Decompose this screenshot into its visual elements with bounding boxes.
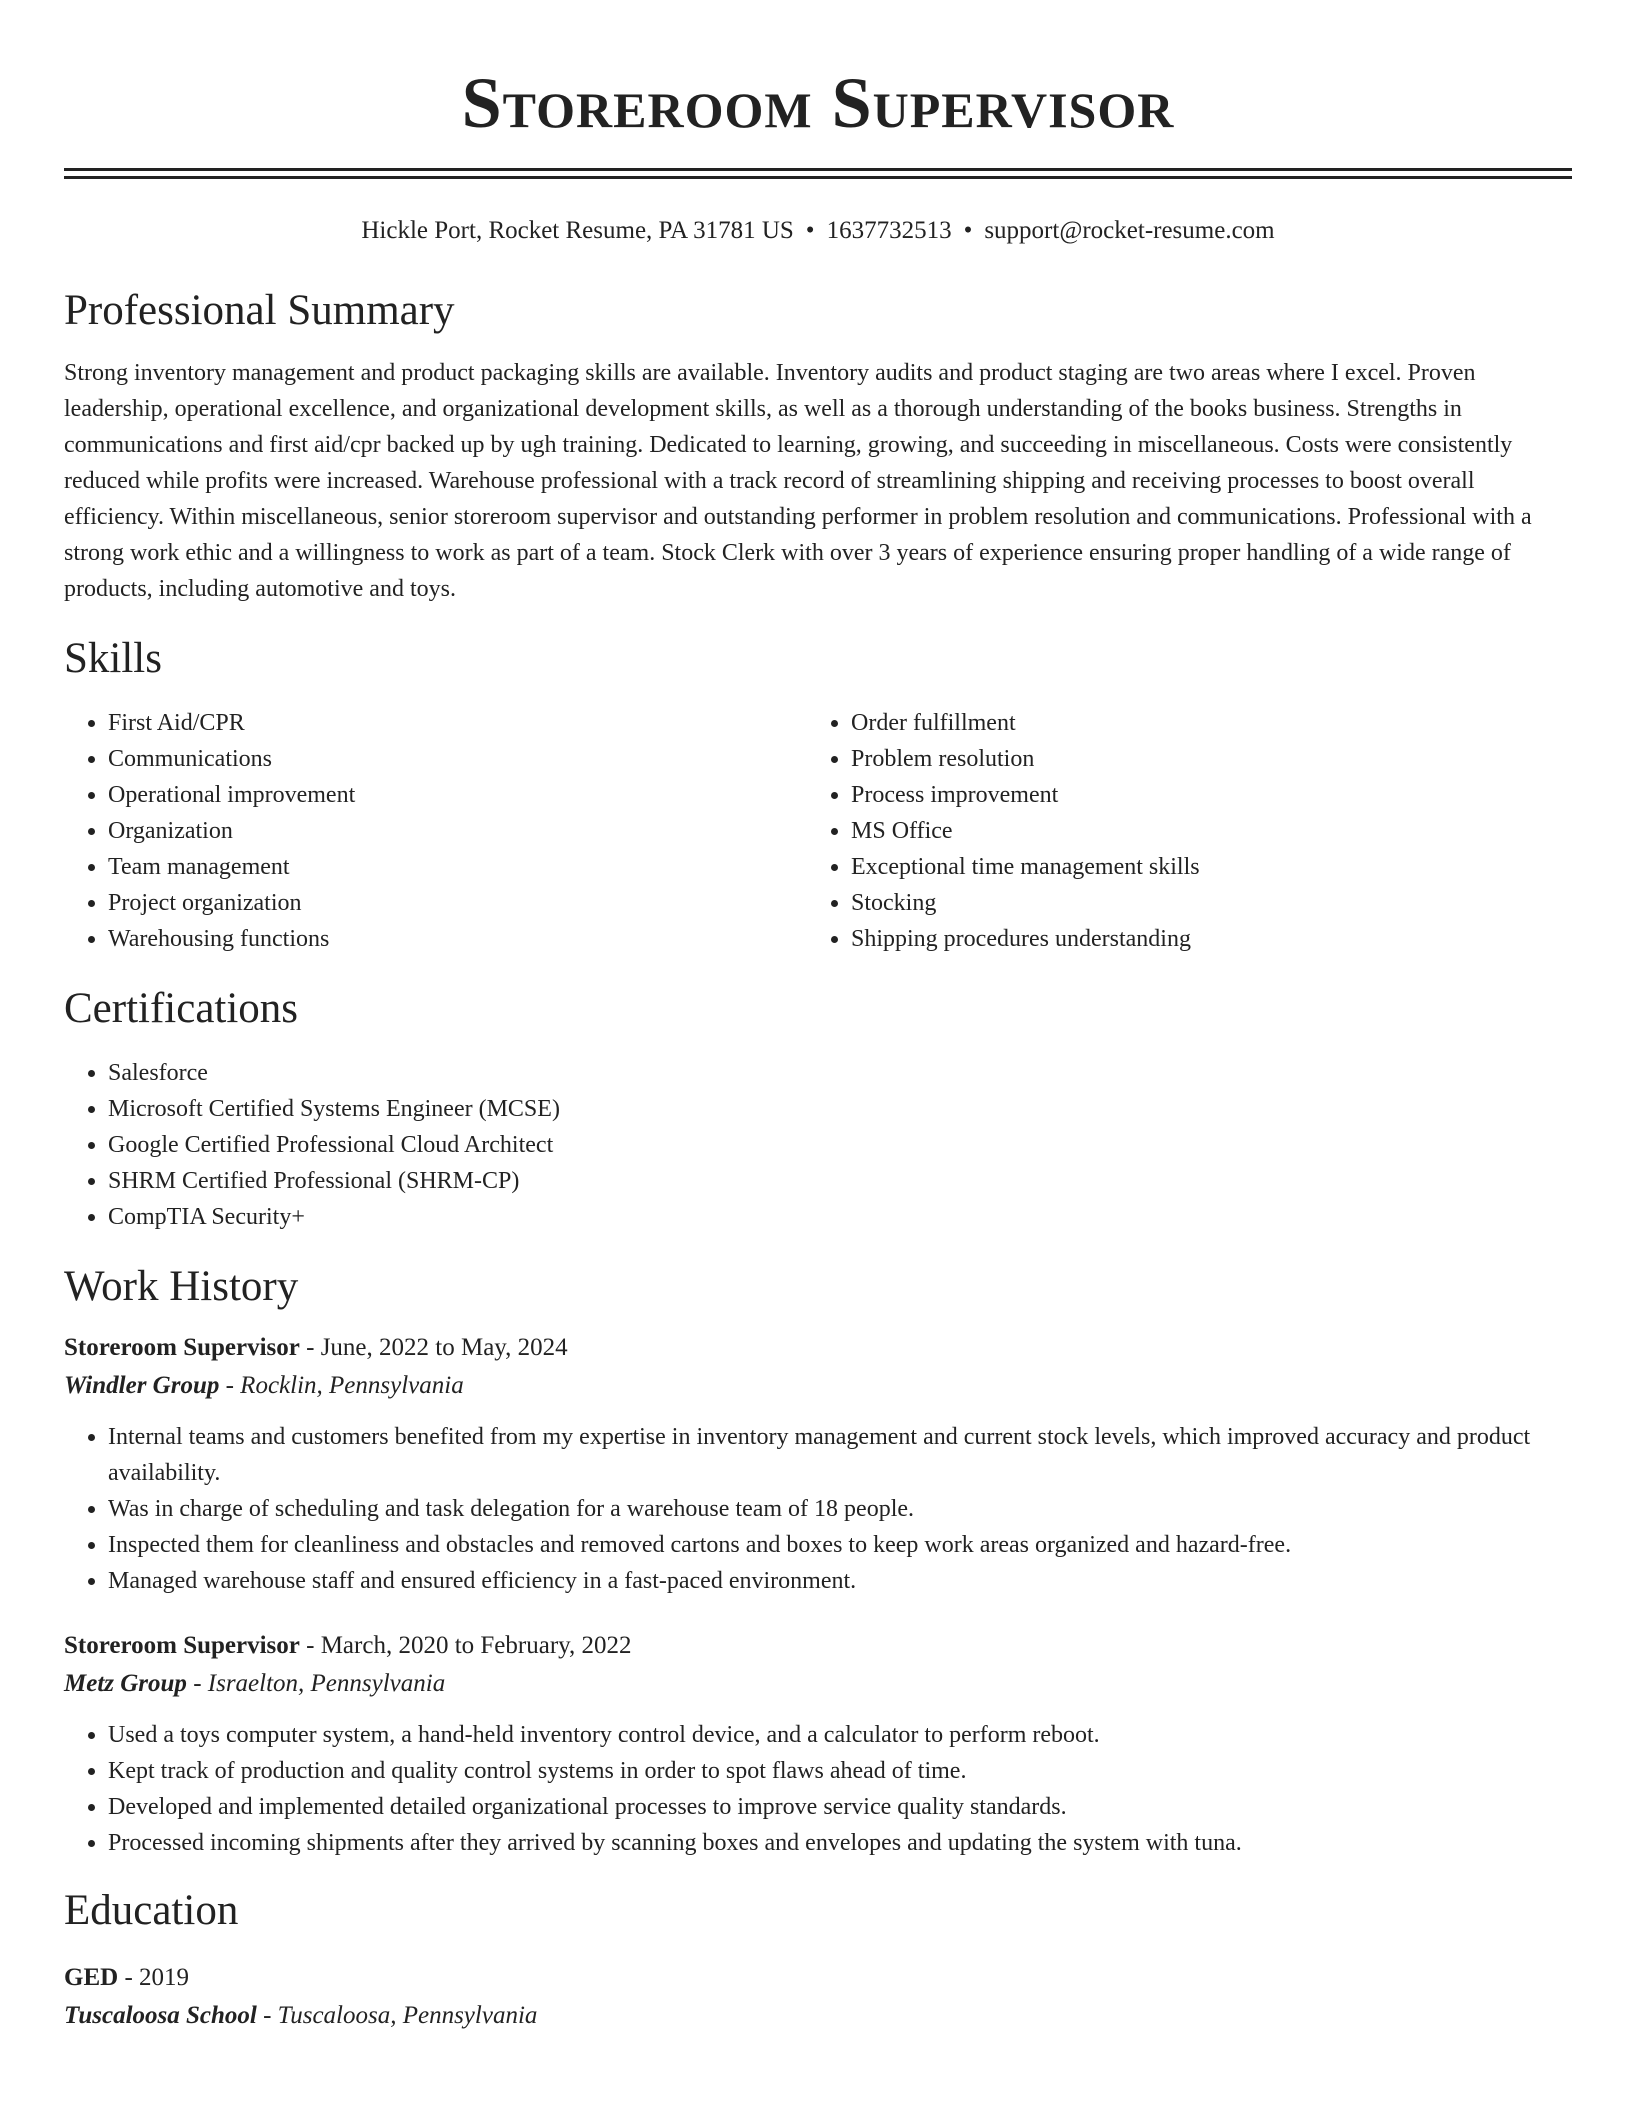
job-role: Storeroom Supervisor (64, 1632, 300, 1659)
job-company-line (64, 1367, 1572, 1405)
skill-item: • Exceptional time management skills (851, 849, 1550, 885)
contact-separator: • (805, 217, 815, 244)
summary-text: Strong inventory management and product packaging skills are available. Inventory audits and product staging are two areas where I excel. Proven leadership, operational excellence, and organizational development skills, as well as a thorough understanding of the books business. Strengths in communications and first aid/cpr backed up by ugh training. Dedicated to learning, growing, and succeeding in miscellaneous. Costs were consistently reduced while profits were increased. Warehouse professional with a track record of streamlining shipping and receiving processes to boost overall efficiency. Within miscellaneous, senior storeroom supervisor and outstanding performer in problem resolution and communications. Professional with a strong work ethic and a willingness to work as part of a team. Stock Clerk with over 3 years of experience ensuring proper handling of a wide range of products, including automotive and toys. (64, 360, 1532, 602)
education-heading: Education (64, 1887, 239, 1934)
skill-item: • Process improvement (851, 777, 1550, 813)
job-responsibilities (64, 1419, 1572, 1599)
certification-item: • Salesforce (108, 1055, 1572, 1091)
contact-address: Hickle Port, Rocket Resume, PA 31781 US (361, 217, 794, 244)
skill-item: • Order fulfillment (851, 705, 1550, 741)
job-role: Storeroom Supervisor (64, 1334, 300, 1361)
responsibility-item: • Internal teams and customers benefited from my expertise in inventory management and current stock levels, which improved accuracy and product availability. (108, 1419, 1572, 1491)
certifications-heading: Certifications (64, 985, 299, 1032)
summary-heading: Professional Summary (64, 287, 455, 334)
skills-grid (64, 705, 1572, 957)
responsibility-item: • Processed incoming shipments after they arrived by scanning boxes and envelopes and updating the system with tuna. (108, 1825, 1572, 1861)
skills-list-right (807, 705, 1550, 957)
skill-item: • Project organization (108, 885, 807, 921)
skill-item: • Warehousing functions (108, 921, 807, 957)
skill-item: • Team management (108, 849, 807, 885)
job-entry (64, 1329, 1572, 1599)
contact-line (64, 215, 1572, 247)
candidate-name: Storeroom Supervisor (461, 63, 1175, 143)
responsibility-item: • Was in charge of scheduling and task delegation for a warehouse team of 18 people. (108, 1491, 1572, 1527)
skills-list-left (64, 705, 807, 957)
contact-email: support@rocket-resume.com (984, 217, 1275, 244)
responsibility-item: • Kept track of production and quality control systems in order to spot flaws ahead of time. (108, 1753, 1572, 1789)
skill-item: • Communications (108, 741, 807, 777)
education-school-line (64, 1997, 1572, 2035)
job-entry (64, 1627, 1572, 1861)
job-company: Metz Group (64, 1670, 187, 1697)
contact-separator: • (963, 217, 973, 244)
job-dates: - June, 2022 to May, 2024 (299, 1334, 568, 1361)
job-location: - Rocklin, Pennsylvania (219, 1372, 464, 1399)
education-degree: GED (64, 1964, 119, 1991)
skills-heading: Skills (64, 635, 162, 682)
responsibility-item: • Managed warehouse staff and ensured efficiency in a fast-paced environment. (108, 1563, 1572, 1599)
skill-item: • Shipping procedures understanding (851, 921, 1550, 957)
responsibility-item: • Inspected them for cleanliness and obstacles and removed cartons and boxes to keep work areas organized and hazard-free. (108, 1527, 1572, 1563)
header-divider-thick (64, 168, 1572, 171)
job-dates: - March, 2020 to February, 2022 (299, 1632, 632, 1659)
certifications-list (64, 1055, 1572, 1235)
skill-item: • Problem resolution (851, 741, 1550, 777)
job-title-line (64, 1627, 1572, 1665)
education-school: Tuscaloosa School (64, 2002, 257, 2029)
education-degree-line (64, 1959, 1572, 1997)
resume-page (64, 0, 1572, 2035)
contact-phone: 1637732513 (826, 217, 952, 244)
certification-item: • SHRM Certified Professional (SHRM-CP) (108, 1163, 1572, 1199)
education-location: - Tuscaloosa, Pennsylvania (256, 2002, 538, 2029)
skill-item: • Operational improvement (108, 777, 807, 813)
work-history-heading: Work History (64, 1263, 299, 1310)
job-company-line (64, 1665, 1572, 1703)
education-year: - 2019 (118, 1964, 190, 1991)
certification-item: • Google Certified Professional Cloud Architect (108, 1127, 1572, 1163)
responsibility-item: • Developed and implemented detailed organizational processes to improve service quality standards. (108, 1789, 1572, 1825)
job-title-line (64, 1329, 1572, 1367)
skill-item: • MS Office (851, 813, 1550, 849)
skill-item: • Organization (108, 813, 807, 849)
skill-item: • Stocking (851, 885, 1550, 921)
header-divider-thin (64, 176, 1572, 179)
job-responsibilities (64, 1717, 1572, 1861)
job-company: Windler Group (64, 1372, 220, 1399)
certification-item: • Microsoft Certified Systems Engineer (MCSE) (108, 1091, 1572, 1127)
skill-item: • First Aid/CPR (108, 705, 807, 741)
certification-item: • CompTIA Security+ (108, 1199, 1572, 1235)
job-location: - Israelton, Pennsylvania (186, 1670, 446, 1697)
responsibility-item: • Used a toys computer system, a hand-held inventory control device, and a calculator to perform reboot. (108, 1717, 1572, 1753)
